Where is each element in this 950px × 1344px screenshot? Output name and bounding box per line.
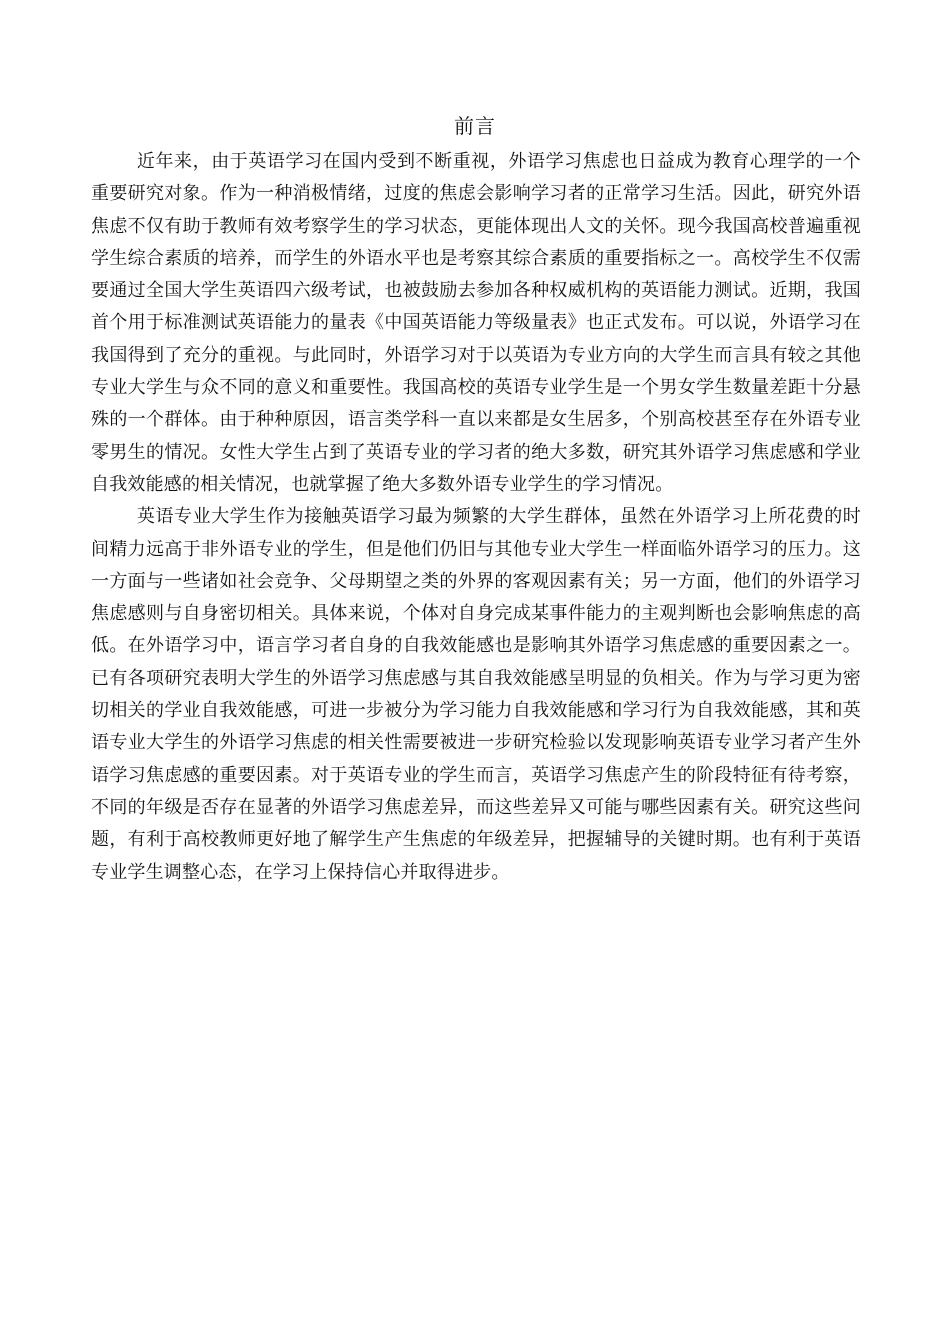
body-text [91, 146, 861, 889]
paragraph: 英语专业大学生作为接触英语学习最为频繁的大学生群体，虽然在外语学习上所花费的时间精力远高于非外语专业的学生，但是他们仍旧与其他专业大学生一样面临外语学习的压力。这一方面与一些诸如社会竞争、父母期望之类的外界的客观因素有关；另一方面，他们的外语学习焦虑感则与自身密切相关。具体来说，个体对自身完成某事件能力的主观判断也会影响焦虑的高低。在外语学习中，语言学习者自身的自我效能感也是影响其外语学习焦虑感的重要因素之一。已有各项研究表明大学生的外语学习焦虑感与其自我效能感呈明显的负相关。作为与学习更为密切相关的学业自我效能感，可进一步被分为学习能力自我效能感和学习行为自我效能感，其和英语专业大学生的外语学习焦虑的相关性需要被进一步研究检验以发现影响英语专业学习者产生外语学习焦虑感的重要因素。对于英语专业的学生而言，英语学习焦虑产生的阶段特征有待考察，不同的年级是否存在显著的外语学习焦虑差异，而这些差异又可能与哪些因素有关。研究这些问题，有利于高校教师更好地了解学生产生焦虑的年级差异，把握辅导的关键时期。也有利于英语专业学生调整心态，在学习上保持信心并取得进步。 [91, 506, 861, 883]
paragraph: 近年来，由于英语学习在国内受到不断重视，外语学习焦虑也日益成为教育心理学的一个重要研究对象。作为一种消极情绪，过度的焦虑会影响学习者的正常学习生活。因此，研究外语焦虑不仅有助于教师有效考察学生的学习状态，更能体现出人文的关怀。现今我国高校普遍重视学生综合素质的培养，而学生的外语水平也是考察其综合素质的重要指标之一。高校学生不仅需要通过全国大学生英语四六级考试，也被鼓励去参加各种权威机构的英语能力测试。近期，我国首个用于标准测试英语能力的量表《中国英语能力等级量表》也正式发布。可以说，外语学习在我国得到了充分的重视。与此同时，外语学习对于以英语为专业方向的大学生而言具有较之其他专业大学生与众不同的意义和重要性。我国高校的英语专业学生是一个男女学生数量差距十分悬殊的一个群体。由于种种原因，语言类学科一直以来都是女生居多，个别高校甚至存在外语专业零男生的情况。女性大学生占到了英语专业的学习者的绝大多数，研究其外语学习焦虑感和学业自我效能感的相关情况，也就掌握了绝大多数外语专业学生的学习情况。 [91, 151, 861, 495]
page-title: 前言 [454, 114, 496, 138]
